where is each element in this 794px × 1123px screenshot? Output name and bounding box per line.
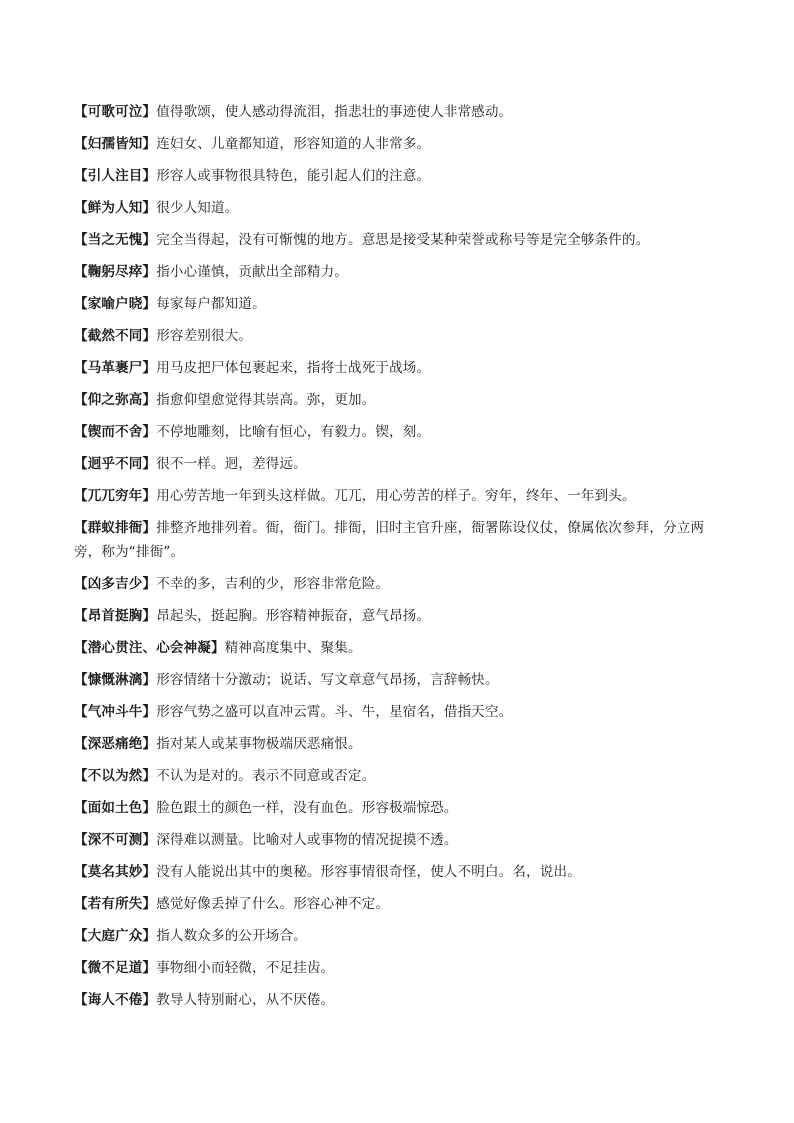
idiom-term: 【微不足道】: [74, 960, 157, 976]
idiom-definition: 不幸的多，吉利的少，形容非常危险。: [156, 576, 390, 592]
idiom-term: 【潜心贯注、心会神凝】: [74, 640, 225, 656]
idiom-definition: 事物细小而轻微，不足挂齿。: [156, 960, 335, 976]
idiom-entry: [74, 764, 726, 788]
idiom-term: 【诲人不倦】: [74, 992, 157, 1008]
idiom-entry: [74, 796, 726, 820]
idiom-definition: 脸色跟土的颜色一样，没有血色。形容极端惊恐。: [156, 800, 458, 816]
idiom-term: 【昂首挺胸】: [74, 608, 157, 624]
idiom-entry: [74, 668, 726, 692]
idiom-definition: 连妇女、儿童都知道，形容知道的人非常多。: [156, 136, 431, 152]
idiom-definition: 形容气势之盛可以直冲云霄。斗、牛，星宿名，借指天空。: [156, 704, 513, 720]
idiom-entry: [74, 196, 726, 220]
idiom-definition: 教导人特别耐心，从不厌倦。: [156, 992, 335, 1008]
idiom-entry: [74, 828, 726, 852]
idiom-definition: 精神高度集中、聚集。: [224, 640, 362, 656]
idiom-entry: [74, 988, 726, 1012]
idiom-definition: 形容差别很大。: [156, 328, 253, 344]
idiom-entry: [74, 860, 726, 884]
idiom-definition: 指小心谨慎，贡献出全部精力。: [156, 264, 349, 280]
idiom-definition: 用马皮把尸体包裹起来，指将士战死于战场。: [156, 360, 431, 376]
idiom-definition: 排整齐地排列着。衙，衙门。排衙，旧时主官升座，衙署陈设仪仗，僚属依次参拜，分立两旁，称为“排衙”。: [74, 520, 705, 560]
idiom-definition: 不停地雕刻，比喻有恒心，有毅力。锲，刻。: [156, 424, 431, 440]
idiom-entry: [74, 164, 726, 188]
idiom-term: 【鞠躬尽瘁】: [74, 264, 157, 280]
idiom-term: 【若有所失】: [74, 896, 157, 912]
idiom-definition: 指愈仰望愈觉得其崇高。弥，更加。: [156, 392, 376, 408]
idiom-entry: [74, 292, 726, 316]
idiom-entry: [74, 356, 726, 380]
idiom-term: 【深恶痛绝】: [74, 736, 157, 752]
idiom-term: 【莫名其妙】: [74, 864, 157, 880]
idiom-term: 【仰之弥高】: [74, 392, 157, 408]
idiom-term: 【凶多吉少】: [74, 576, 157, 592]
idiom-definition: 感觉好像丢掉了什么。形容心神不定。: [156, 896, 390, 912]
idiom-term: 【家喻户晓】: [74, 296, 157, 312]
idiom-definition: 形容情绪十分激动；说话、写文章意气昂扬，言辞畅快。: [156, 672, 499, 688]
idiom-entry: [74, 516, 726, 564]
idiom-entry: [74, 324, 726, 348]
idiom-definition: 完全当得起，没有可惭愧的地方。意思是接受某种荣誉或称号等是完全够条件的。: [156, 232, 650, 248]
idiom-entry: [74, 228, 726, 252]
idiom-term: 【群蚁排衙】: [74, 520, 157, 536]
idiom-term: 【马革裹尸】: [74, 360, 157, 376]
idiom-definition: 值得歌颂，使人感动得流泪，指悲壮的事迹使人非常感动。: [156, 104, 513, 120]
idiom-term: 【大庭广众】: [74, 928, 157, 944]
idiom-entry: [74, 604, 726, 628]
idiom-definition: 很少人知道。: [156, 200, 239, 216]
idiom-term: 【不以为然】: [74, 768, 157, 784]
idiom-list: [74, 100, 726, 1020]
idiom-entry: [74, 388, 726, 412]
idiom-entry: [74, 484, 726, 508]
idiom-term: 【慷慨淋漓】: [74, 672, 157, 688]
idiom-definition: 没有人能说出其中的奥秘。形容事情很奇怪，使人不明白。名，说出。: [156, 864, 581, 880]
idiom-definition: 不认为是对的。表示不同意或否定。: [156, 768, 376, 784]
idiom-term: 【引人注目】: [74, 168, 157, 184]
idiom-definition: 很不一样。迥，差得远。: [156, 456, 307, 472]
idiom-definition: 形容人或事物很具特色，能引起人们的注意。: [156, 168, 431, 184]
idiom-term: 【迥乎不同】: [74, 456, 157, 472]
idiom-definition: 用心劳苦地一年到头这样做。兀兀，用心劳苦的样子。穷年，终年、一年到头。: [156, 488, 636, 504]
idiom-term: 【截然不同】: [74, 328, 157, 344]
idiom-term: 【兀兀穷年】: [74, 488, 157, 504]
idiom-entry: [74, 956, 726, 980]
idiom-term: 【锲而不舍】: [74, 424, 157, 440]
idiom-term: 【面如土色】: [74, 800, 157, 816]
idiom-entry: [74, 732, 726, 756]
idiom-entry: [74, 700, 726, 724]
idiom-entry: [74, 100, 726, 124]
idiom-term: 【可歌可泣】: [74, 104, 157, 120]
idiom-term: 【鲜为人知】: [74, 200, 157, 216]
idiom-entry: [74, 452, 726, 476]
idiom-term: 【深不可测】: [74, 832, 157, 848]
idiom-definition: 指对某人或某事物极端厌恶痛恨。: [156, 736, 362, 752]
idiom-entry: [74, 132, 726, 156]
idiom-term: 【当之无愧】: [74, 232, 157, 248]
idiom-term: 【妇孺皆知】: [74, 136, 157, 152]
idiom-entry: [74, 260, 726, 284]
idiom-entry: [74, 572, 726, 596]
idiom-entry: [74, 636, 726, 660]
idiom-definition: 指人数众多的公开场合。: [156, 928, 307, 944]
idiom-definition: 昂起头，挺起胸。形容精神振奋，意气昂扬。: [156, 608, 431, 624]
idiom-definition: 深得难以测量。比喻对人或事物的情况捉摸不透。: [156, 832, 458, 848]
idiom-entry: [74, 420, 726, 444]
idiom-entry: [74, 924, 726, 948]
idiom-term: 【气冲斗牛】: [74, 704, 157, 720]
idiom-entry: [74, 892, 726, 916]
idiom-definition: 每家每户都知道。: [156, 296, 266, 312]
